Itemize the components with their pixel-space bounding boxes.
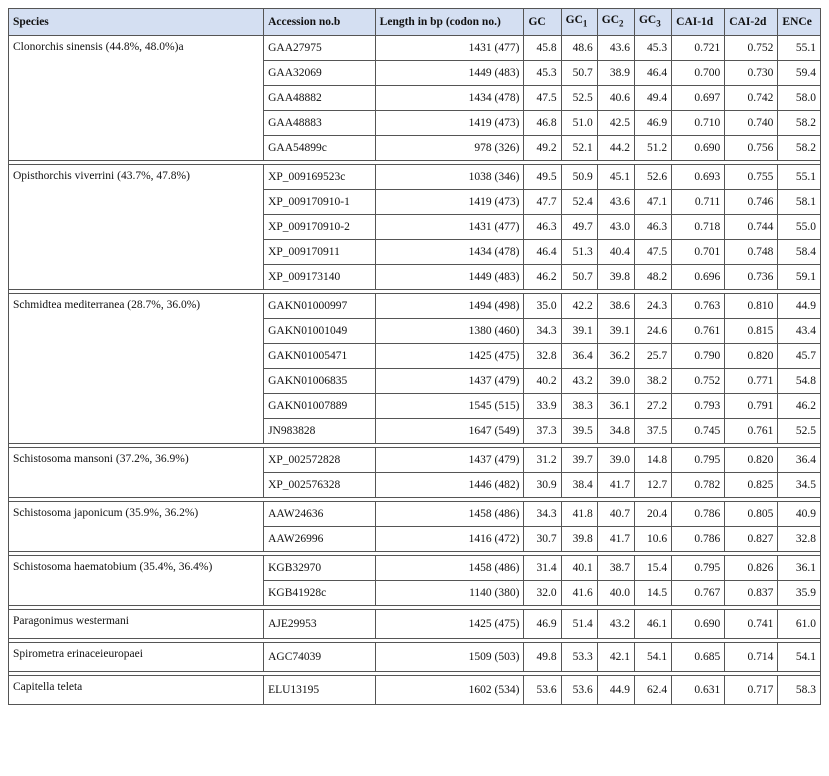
len-cell: 1647 (549) (375, 419, 524, 444)
cai1-cell: 0.693 (672, 165, 725, 190)
gc1-cell: 50.7 (561, 61, 597, 86)
enc-cell: 58.2 (778, 136, 821, 161)
gc-cell: 49.2 (524, 136, 561, 161)
enc-cell: 61.0 (778, 610, 821, 639)
gc3-cell: 62.4 (634, 676, 671, 705)
gc3-cell: 54.1 (634, 643, 671, 672)
gc2-cell: 43.2 (597, 610, 634, 639)
accession-cell: AAW26996 (264, 527, 376, 552)
len-cell: 1602 (534) (375, 676, 524, 705)
cai1-cell: 0.700 (672, 61, 725, 86)
col-header-cai2: CAI-2d (725, 9, 778, 36)
len-cell: 1038 (346) (375, 165, 524, 190)
enc-cell: 54.1 (778, 643, 821, 672)
gc1-cell: 51.4 (561, 610, 597, 639)
gc-cell: 45.8 (524, 36, 561, 61)
gc3-cell: 47.5 (634, 240, 671, 265)
gc3-cell: 37.5 (634, 419, 671, 444)
col-header-species: Species (9, 9, 264, 36)
cai1-cell: 0.752 (672, 369, 725, 394)
accession-cell: XP_002572828 (264, 448, 376, 473)
gc1-cell: 43.2 (561, 369, 597, 394)
len-cell: 1434 (478) (375, 240, 524, 265)
accession-cell: XP_002576328 (264, 473, 376, 498)
table-container (8, 8, 821, 705)
gc3-cell: 38.2 (634, 369, 671, 394)
gc3-cell: 45.3 (634, 36, 671, 61)
cai1-cell: 0.697 (672, 86, 725, 111)
enc-cell: 43.4 (778, 319, 821, 344)
cai1-cell: 0.711 (672, 190, 725, 215)
gc3-cell: 12.7 (634, 473, 671, 498)
cai2-cell: 0.752 (725, 36, 778, 61)
gc3-cell: 49.4 (634, 86, 671, 111)
enc-cell: 59.1 (778, 265, 821, 290)
gc3-cell: 10.6 (634, 527, 671, 552)
gc2-cell: 42.1 (597, 643, 634, 672)
cai2-cell: 0.756 (725, 136, 778, 161)
gc1-cell: 39.5 (561, 419, 597, 444)
gc-cell: 32.8 (524, 344, 561, 369)
species-cell: Schistosoma mansoni (37.2%, 36.9%) (9, 448, 264, 498)
gc3-cell: 24.3 (634, 294, 671, 319)
accession-cell: KGB32970 (264, 556, 376, 581)
enc-cell: 55.0 (778, 215, 821, 240)
enc-cell: 36.1 (778, 556, 821, 581)
cai1-cell: 0.761 (672, 319, 725, 344)
accession-cell: ELU13195 (264, 676, 376, 705)
gc3-label: GC (638, 13, 657, 26)
accession-cell: XP_009170911 (264, 240, 376, 265)
species-cell: Schistosoma haematobium (35.4%, 36.4%) (9, 556, 264, 606)
cai1-cell: 0.718 (672, 215, 725, 240)
accession-cell: XP_009170910-1 (264, 190, 376, 215)
table-row (9, 676, 821, 705)
gc3-sub: 3 (656, 18, 661, 29)
gc1-sub: 1 (582, 18, 588, 29)
gc2-cell: 43.6 (597, 36, 634, 61)
species-cell: Schistosoma japonicum (35.9%, 36.2%) (9, 502, 264, 552)
table-row (9, 643, 821, 672)
len-cell: 1545 (515) (375, 394, 524, 419)
gc1-cell: 38.3 (561, 394, 597, 419)
gc1-cell: 52.1 (561, 136, 597, 161)
accession-cell: GAKN01001049 (264, 319, 376, 344)
gc3-cell: 20.4 (634, 502, 671, 527)
species-cell: Clonorchis sinensis (44.8%, 48.0%)a (9, 36, 264, 161)
cai2-cell: 0.736 (725, 265, 778, 290)
cai1-cell: 0.745 (672, 419, 725, 444)
cai2-cell: 0.810 (725, 294, 778, 319)
gc2-cell: 41.7 (597, 473, 634, 498)
table-row (9, 36, 821, 61)
len-cell: 1437 (479) (375, 369, 524, 394)
enc-cell: 40.9 (778, 502, 821, 527)
gc3-cell: 25.7 (634, 344, 671, 369)
gc1-cell: 51.0 (561, 111, 597, 136)
len-cell: 1419 (473) (375, 190, 524, 215)
len-cell: 1416 (472) (375, 527, 524, 552)
gc-cell: 40.2 (524, 369, 561, 394)
enc-cell: 46.2 (778, 394, 821, 419)
gc2-cell: 39.0 (597, 448, 634, 473)
gc-cell: 34.3 (524, 319, 561, 344)
gc-cell: 47.5 (524, 86, 561, 111)
gc1-cell: 39.1 (561, 319, 597, 344)
enc-cell: 45.7 (778, 344, 821, 369)
gc3-cell: 14.8 (634, 448, 671, 473)
gc-cell: 31.2 (524, 448, 561, 473)
gc3-cell: 52.6 (634, 165, 671, 190)
cai2-cell: 0.746 (725, 190, 778, 215)
gc1-cell: 42.2 (561, 294, 597, 319)
cai2-cell: 0.827 (725, 527, 778, 552)
cai2-cell: 0.755 (725, 165, 778, 190)
gc2-cell: 38.7 (597, 556, 634, 581)
gc1-cell: 52.5 (561, 86, 597, 111)
gc2-cell: 39.8 (597, 265, 634, 290)
cai2-cell: 0.791 (725, 394, 778, 419)
enc-cell: 35.9 (778, 581, 821, 606)
len-cell: 1437 (479) (375, 448, 524, 473)
accession-cell: GAKN01006835 (264, 369, 376, 394)
gc-cell: 45.3 (524, 61, 561, 86)
cai2-cell: 0.740 (725, 111, 778, 136)
accession-cell: AJE29953 (264, 610, 376, 639)
col-header-enc: ENCe (778, 9, 821, 36)
gc2-cell: 38.9 (597, 61, 634, 86)
cai1-cell: 0.782 (672, 473, 725, 498)
gc2-cell: 43.6 (597, 190, 634, 215)
gc1-label: GC (565, 13, 583, 26)
table-body (9, 36, 821, 705)
gc3-cell: 27.2 (634, 394, 671, 419)
cai1-cell: 0.763 (672, 294, 725, 319)
gc2-cell: 40.4 (597, 240, 634, 265)
gc2-cell: 44.9 (597, 676, 634, 705)
gc2-label: GC (601, 13, 620, 26)
cai1-cell: 0.786 (672, 502, 725, 527)
gc-cell: 46.9 (524, 610, 561, 639)
table-row (9, 294, 821, 319)
enc-cell: 32.8 (778, 527, 821, 552)
accession-cell: GAA48883 (264, 111, 376, 136)
header-row (9, 9, 821, 36)
cai1-cell: 0.710 (672, 111, 725, 136)
gc2-cell: 40.0 (597, 581, 634, 606)
cai1-cell: 0.690 (672, 136, 725, 161)
gc1-cell: 38.4 (561, 473, 597, 498)
enc-cell: 34.5 (778, 473, 821, 498)
cai2-cell: 0.761 (725, 419, 778, 444)
gc2-sub: 2 (619, 18, 624, 29)
cai1-cell: 0.790 (672, 344, 725, 369)
gc-cell: 49.8 (524, 643, 561, 672)
gc1-cell: 41.8 (561, 502, 597, 527)
cai1-cell: 0.793 (672, 394, 725, 419)
len-cell: 978 (326) (375, 136, 524, 161)
accession-cell: XP_009170910-2 (264, 215, 376, 240)
gc-cell: 33.9 (524, 394, 561, 419)
gc-cell: 37.3 (524, 419, 561, 444)
cai2-cell: 0.730 (725, 61, 778, 86)
gc-cell: 49.5 (524, 165, 561, 190)
gc-cell: 46.8 (524, 111, 561, 136)
gc3-cell: 15.4 (634, 556, 671, 581)
gc3-cell: 46.3 (634, 215, 671, 240)
accession-cell: GAA54899c (264, 136, 376, 161)
enc-cell: 55.1 (778, 36, 821, 61)
gc2-cell: 38.6 (597, 294, 634, 319)
cai1-cell: 0.795 (672, 448, 725, 473)
accession-cell: AAW24636 (264, 502, 376, 527)
gc2-cell: 42.5 (597, 111, 634, 136)
col-header-accession: Accession no.b (264, 9, 376, 36)
gc1-cell: 52.4 (561, 190, 597, 215)
gc1-cell: 39.7 (561, 448, 597, 473)
col-header-gc3 (634, 9, 671, 36)
len-cell: 1419 (473) (375, 111, 524, 136)
species-cell: Spirometra erinaceieuropaei (9, 643, 264, 672)
gc3-cell: 47.1 (634, 190, 671, 215)
gc2-cell: 36.1 (597, 394, 634, 419)
gc3-cell: 14.5 (634, 581, 671, 606)
enc-cell: 52.5 (778, 419, 821, 444)
gc1-cell: 41.6 (561, 581, 597, 606)
accession-cell: KGB41928c (264, 581, 376, 606)
len-cell: 1449 (483) (375, 61, 524, 86)
gc-cell: 53.6 (524, 676, 561, 705)
gc1-cell: 48.6 (561, 36, 597, 61)
len-cell: 1431 (477) (375, 215, 524, 240)
gc2-cell: 39.1 (597, 319, 634, 344)
cai2-cell: 0.820 (725, 344, 778, 369)
gc2-cell: 43.0 (597, 215, 634, 240)
table-row (9, 165, 821, 190)
gc-cell: 46.4 (524, 240, 561, 265)
len-cell: 1509 (503) (375, 643, 524, 672)
enc-cell: 58.3 (778, 676, 821, 705)
cai1-cell: 0.685 (672, 643, 725, 672)
cai2-cell: 0.717 (725, 676, 778, 705)
len-cell: 1431 (477) (375, 36, 524, 61)
len-cell: 1140 (380) (375, 581, 524, 606)
accession-cell: AGC74039 (264, 643, 376, 672)
cai2-cell: 0.744 (725, 215, 778, 240)
cai2-cell: 0.714 (725, 643, 778, 672)
gc1-cell: 36.4 (561, 344, 597, 369)
gc-cell: 46.3 (524, 215, 561, 240)
cai1-cell: 0.701 (672, 240, 725, 265)
len-cell: 1494 (498) (375, 294, 524, 319)
len-cell: 1425 (475) (375, 344, 524, 369)
gc3-cell: 48.2 (634, 265, 671, 290)
enc-cell: 58.2 (778, 111, 821, 136)
accession-cell: GAA48882 (264, 86, 376, 111)
enc-cell: 54.8 (778, 369, 821, 394)
gc1-cell: 49.7 (561, 215, 597, 240)
gc2-cell: 41.7 (597, 527, 634, 552)
gc-cell: 30.7 (524, 527, 561, 552)
gc2-cell: 34.8 (597, 419, 634, 444)
gc-cell: 46.2 (524, 265, 561, 290)
gc1-cell: 51.3 (561, 240, 597, 265)
gc-cell: 31.4 (524, 556, 561, 581)
cai2-cell: 0.825 (725, 473, 778, 498)
enc-cell: 55.1 (778, 165, 821, 190)
col-header-length: Length in bp (codon no.) (375, 9, 524, 36)
gc-cell: 30.9 (524, 473, 561, 498)
gc2-cell: 36.2 (597, 344, 634, 369)
gc2-cell: 39.0 (597, 369, 634, 394)
accession-cell: XP_009169523c (264, 165, 376, 190)
accession-cell: JN983828 (264, 419, 376, 444)
species-cell: Opisthorchis viverrini (43.7%, 47.8%) (9, 165, 264, 290)
len-cell: 1449 (483) (375, 265, 524, 290)
cai1-cell: 0.631 (672, 676, 725, 705)
accession-cell: GAA27975 (264, 36, 376, 61)
gc-cell: 35.0 (524, 294, 561, 319)
len-cell: 1425 (475) (375, 610, 524, 639)
gc3-cell: 51.2 (634, 136, 671, 161)
gc1-cell: 53.6 (561, 676, 597, 705)
enc-cell: 58.4 (778, 240, 821, 265)
gc-cell: 32.0 (524, 581, 561, 606)
codon-usage-table (8, 8, 821, 705)
species-cell: Schmidtea mediterranea (28.7%, 36.0%) (9, 294, 264, 444)
cai1-cell: 0.767 (672, 581, 725, 606)
gc-cell: 34.3 (524, 502, 561, 527)
cai2-cell: 0.742 (725, 86, 778, 111)
cai2-cell: 0.826 (725, 556, 778, 581)
gc3-cell: 46.4 (634, 61, 671, 86)
cai1-cell: 0.795 (672, 556, 725, 581)
table-row (9, 610, 821, 639)
enc-cell: 44.9 (778, 294, 821, 319)
len-cell: 1458 (486) (375, 556, 524, 581)
len-cell: 1380 (460) (375, 319, 524, 344)
gc3-cell: 24.6 (634, 319, 671, 344)
gc1-cell: 39.8 (561, 527, 597, 552)
enc-cell: 58.1 (778, 190, 821, 215)
accession-cell: GAKN01000997 (264, 294, 376, 319)
gc1-cell: 53.3 (561, 643, 597, 672)
accession-cell: GAKN01007889 (264, 394, 376, 419)
enc-cell: 59.4 (778, 61, 821, 86)
accession-cell: GAKN01005471 (264, 344, 376, 369)
cai1-cell: 0.721 (672, 36, 725, 61)
cai1-cell: 0.690 (672, 610, 725, 639)
cai2-cell: 0.815 (725, 319, 778, 344)
cai1-cell: 0.696 (672, 265, 725, 290)
gc3-cell: 46.1 (634, 610, 671, 639)
gc2-cell: 44.2 (597, 136, 634, 161)
len-cell: 1458 (486) (375, 502, 524, 527)
col-header-gc2 (597, 9, 634, 36)
gc2-cell: 45.1 (597, 165, 634, 190)
accession-cell: GAA32069 (264, 61, 376, 86)
cai2-cell: 0.805 (725, 502, 778, 527)
species-cell: Capitella teleta (9, 676, 264, 705)
col-header-gc: GC (524, 9, 561, 36)
table-row (9, 448, 821, 473)
gc1-cell: 40.1 (561, 556, 597, 581)
cai2-cell: 0.771 (725, 369, 778, 394)
gc1-cell: 50.9 (561, 165, 597, 190)
gc1-cell: 50.7 (561, 265, 597, 290)
cai1-cell: 0.786 (672, 527, 725, 552)
gc2-cell: 40.6 (597, 86, 634, 111)
enc-cell: 58.0 (778, 86, 821, 111)
enc-cell: 36.4 (778, 448, 821, 473)
table-row (9, 502, 821, 527)
species-cell: Paragonimus westermani (9, 610, 264, 639)
len-cell: 1446 (482) (375, 473, 524, 498)
gc3-cell: 46.9 (634, 111, 671, 136)
cai2-cell: 0.837 (725, 581, 778, 606)
len-cell: 1434 (478) (375, 86, 524, 111)
cai2-cell: 0.741 (725, 610, 778, 639)
col-header-gc1 (561, 9, 597, 36)
cai2-cell: 0.820 (725, 448, 778, 473)
gc2-cell: 40.7 (597, 502, 634, 527)
accession-cell: XP_009173140 (264, 265, 376, 290)
col-header-cai1: CAI-1d (672, 9, 725, 36)
table-row (9, 556, 821, 581)
gc-cell: 47.7 (524, 190, 561, 215)
cai2-cell: 0.748 (725, 240, 778, 265)
